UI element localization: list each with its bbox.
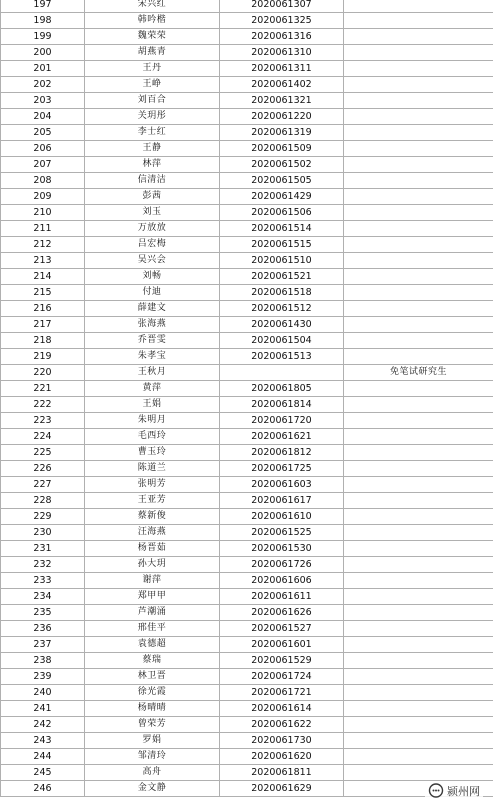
- exam-id-cell: 2020061529: [220, 653, 344, 669]
- row-number-cell: 218: [1, 333, 85, 349]
- note-cell: [344, 173, 493, 189]
- exam-id-cell: 2020061626: [220, 605, 344, 621]
- row-number-cell: 230: [1, 525, 85, 541]
- row-number-cell: 221: [1, 381, 85, 397]
- row-number-cell: 209: [1, 189, 85, 205]
- table-row: [1, 333, 493, 349]
- table-row: [1, 669, 493, 685]
- note-cell: [344, 157, 493, 173]
- table-row: [1, 541, 493, 557]
- name-cell: 万放放: [85, 221, 220, 237]
- exam-id-cell: 2020061617: [220, 493, 344, 509]
- table-row: [1, 189, 493, 205]
- exam-id-cell: 2020061730: [220, 733, 344, 749]
- chat-bubble-icon: [428, 783, 444, 799]
- table-row: [1, 461, 493, 477]
- exam-id-cell: [220, 365, 344, 381]
- note-cell: [344, 429, 493, 445]
- table-row: [1, 141, 493, 157]
- exam-id-cell: 2020061620: [220, 749, 344, 765]
- exam-id-cell: 2020061611: [220, 589, 344, 605]
- row-number-cell: 215: [1, 285, 85, 301]
- row-number-cell: 214: [1, 269, 85, 285]
- exam-id-cell: 2020061614: [220, 701, 344, 717]
- note-cell: [344, 301, 493, 317]
- row-number-cell: 203: [1, 93, 85, 109]
- name-cell: 刘百合: [85, 93, 220, 109]
- note-cell: [344, 653, 493, 669]
- row-number-cell: 211: [1, 221, 85, 237]
- name-cell: 王峥: [85, 77, 220, 93]
- note-cell: [344, 93, 493, 109]
- table-row: [1, 557, 493, 573]
- note-cell: [344, 717, 493, 733]
- exam-id-cell: 2020061721: [220, 685, 344, 701]
- table-row: [1, 45, 493, 61]
- note-cell: [344, 525, 493, 541]
- row-number-cell: 228: [1, 493, 85, 509]
- table-row: [1, 301, 493, 317]
- name-cell: 曾荣芳: [85, 717, 220, 733]
- table-row: [1, 509, 493, 525]
- name-cell: 张明芳: [85, 477, 220, 493]
- note-cell: [344, 733, 493, 749]
- row-number-cell: 236: [1, 621, 85, 637]
- roster-rows: [1, 0, 493, 797]
- note-cell: [344, 445, 493, 461]
- name-cell: 林卫晋: [85, 669, 220, 685]
- exam-id-cell: 2020061321: [220, 93, 344, 109]
- exam-id-cell: 2020061505: [220, 173, 344, 189]
- name-cell: 谢萍: [85, 573, 220, 589]
- name-cell: 邢佳平: [85, 621, 220, 637]
- row-number-cell: 206: [1, 141, 85, 157]
- name-cell: 吴兴会: [85, 253, 220, 269]
- note-cell: [344, 253, 493, 269]
- name-cell: 罗娟: [85, 733, 220, 749]
- note-cell: [344, 109, 493, 125]
- name-cell: 李士红: [85, 125, 220, 141]
- exam-id-cell: 2020061506: [220, 205, 344, 221]
- row-number-cell: 198: [1, 13, 85, 29]
- table-row: [1, 637, 493, 653]
- name-cell: 韩吟楷: [85, 13, 220, 29]
- row-number-cell: 205: [1, 125, 85, 141]
- note-cell: [344, 685, 493, 701]
- table-row: [1, 29, 493, 45]
- watermark-text: 颍州网: [447, 785, 480, 798]
- name-cell: 宋兴红: [85, 0, 220, 13]
- row-number-cell: 202: [1, 77, 85, 93]
- table-row: [1, 429, 493, 445]
- name-cell: 杨晴晴: [85, 701, 220, 717]
- table-row: [1, 109, 493, 125]
- note-cell: [344, 413, 493, 429]
- note-cell: [344, 749, 493, 765]
- name-cell: 孙大玥: [85, 557, 220, 573]
- exam-id-cell: 2020061527: [220, 621, 344, 637]
- note-cell: [344, 397, 493, 413]
- row-number-cell: 227: [1, 477, 85, 493]
- row-number-cell: 239: [1, 669, 85, 685]
- exam-id-cell: 2020061513: [220, 349, 344, 365]
- row-number-cell: 226: [1, 461, 85, 477]
- table-row: [1, 157, 493, 173]
- exam-id-cell: 2020061510: [220, 253, 344, 269]
- note-cell: [344, 13, 493, 29]
- exam-id-cell: 2020061629: [220, 781, 344, 797]
- row-number-cell: 233: [1, 573, 85, 589]
- name-cell: 刘畅: [85, 269, 220, 285]
- row-number-cell: 231: [1, 541, 85, 557]
- note-cell: [344, 349, 493, 365]
- name-cell: 黄萍: [85, 381, 220, 397]
- row-number-cell: 208: [1, 173, 85, 189]
- table-row: [1, 653, 493, 669]
- exam-id-cell: 2020061429: [220, 189, 344, 205]
- note-cell: [344, 573, 493, 589]
- exam-id-cell: 2020061606: [220, 573, 344, 589]
- table-row: [1, 125, 493, 141]
- table-row: [1, 269, 493, 285]
- note-cell: [344, 605, 493, 621]
- exam-id-cell: 2020061325: [220, 13, 344, 29]
- row-number-cell: 213: [1, 253, 85, 269]
- table-row: [1, 237, 493, 253]
- exam-id-cell: 2020061811: [220, 765, 344, 781]
- exam-id-cell: 2020061319: [220, 125, 344, 141]
- watermark: [425, 782, 483, 800]
- exam-id-cell: 2020061402: [220, 77, 344, 93]
- exam-id-cell: 2020061220: [220, 109, 344, 125]
- table-row: [1, 61, 493, 77]
- note-cell: [344, 477, 493, 493]
- note-cell: [344, 221, 493, 237]
- table-row: [1, 253, 493, 269]
- name-cell: 金文静: [85, 781, 220, 797]
- name-cell: 胡燕青: [85, 45, 220, 61]
- name-cell: 毛西玲: [85, 429, 220, 445]
- exam-id-cell: 2020061430: [220, 317, 344, 333]
- table-row: [1, 13, 493, 29]
- row-number-cell: 224: [1, 429, 85, 445]
- row-number-cell: 240: [1, 685, 85, 701]
- row-number-cell: 220: [1, 365, 85, 381]
- row-number-cell: 243: [1, 733, 85, 749]
- row-number-cell: 225: [1, 445, 85, 461]
- note-cell: [344, 317, 493, 333]
- note-cell: [344, 29, 493, 45]
- exam-id-cell: 2020061725: [220, 461, 344, 477]
- note-cell: [344, 0, 493, 13]
- note-cell: [344, 269, 493, 285]
- table-row: [1, 621, 493, 637]
- row-number-cell: 244: [1, 749, 85, 765]
- row-number-cell: 242: [1, 717, 85, 733]
- name-cell: 关玥彤: [85, 109, 220, 125]
- name-cell: 吕宏梅: [85, 237, 220, 253]
- note-cell: [344, 621, 493, 637]
- table-row: [1, 397, 493, 413]
- exam-id-cell: 2020061509: [220, 141, 344, 157]
- table-row: [1, 717, 493, 733]
- name-cell: 郑甲甲: [85, 589, 220, 605]
- table-row: [1, 445, 493, 461]
- table-row: [1, 765, 493, 781]
- exam-id-cell: 2020061521: [220, 269, 344, 285]
- row-number-cell: 223: [1, 413, 85, 429]
- name-cell: 朱明月: [85, 413, 220, 429]
- name-cell: 刘玉: [85, 205, 220, 221]
- note-cell: [344, 333, 493, 349]
- table-row: [1, 749, 493, 765]
- row-number-cell: 210: [1, 205, 85, 221]
- exam-id-cell: 2020061518: [220, 285, 344, 301]
- name-cell: 王亚芳: [85, 493, 220, 509]
- row-number-cell: 241: [1, 701, 85, 717]
- exam-id-cell: 2020061311: [220, 61, 344, 77]
- exam-id-cell: 2020061316: [220, 29, 344, 45]
- name-cell: 曹玉玲: [85, 445, 220, 461]
- name-cell: 魏荣荣: [85, 29, 220, 45]
- table-row: [1, 381, 493, 397]
- row-number-cell: 234: [1, 589, 85, 605]
- table-row: [1, 589, 493, 605]
- name-cell: 杨晋茹: [85, 541, 220, 557]
- exam-id-cell: 2020061502: [220, 157, 344, 173]
- name-cell: 林萍: [85, 157, 220, 173]
- row-number-cell: 212: [1, 237, 85, 253]
- table-row: [1, 413, 493, 429]
- row-number-cell: 197: [1, 0, 85, 13]
- name-cell: 张海燕: [85, 317, 220, 333]
- exam-id-cell: 2020061610: [220, 509, 344, 525]
- table-row: [1, 477, 493, 493]
- table-row: [1, 733, 493, 749]
- note-cell: [344, 237, 493, 253]
- table-row: [1, 781, 493, 797]
- row-number-cell: 229: [1, 509, 85, 525]
- row-number-cell: 237: [1, 637, 85, 653]
- exam-id-cell: 2020061812: [220, 445, 344, 461]
- table-row: [1, 525, 493, 541]
- note-cell: [344, 125, 493, 141]
- name-cell: 徐光霞: [85, 685, 220, 701]
- exam-id-cell: 2020061621: [220, 429, 344, 445]
- note-cell: [344, 509, 493, 525]
- table-row: [1, 77, 493, 93]
- row-number-cell: 246: [1, 781, 85, 797]
- table-row: [1, 605, 493, 621]
- note-cell: [344, 701, 493, 717]
- note-cell: [344, 381, 493, 397]
- row-number-cell: 207: [1, 157, 85, 173]
- exam-id-cell: 2020061515: [220, 237, 344, 253]
- note-cell: [344, 669, 493, 685]
- note-cell: [344, 45, 493, 61]
- exam-id-cell: 2020061310: [220, 45, 344, 61]
- row-number-cell: 204: [1, 109, 85, 125]
- note-cell: [344, 189, 493, 205]
- name-cell: 王丹: [85, 61, 220, 77]
- table-row: [1, 93, 493, 109]
- row-number-cell: 219: [1, 349, 85, 365]
- exam-id-cell: 2020061720: [220, 413, 344, 429]
- name-cell: 陈道兰: [85, 461, 220, 477]
- note-cell: [344, 557, 493, 573]
- exam-id-cell: 2020061601: [220, 637, 344, 653]
- name-cell: 高舟: [85, 765, 220, 781]
- name-cell: 王秋月: [85, 365, 220, 381]
- exam-id-cell: 2020061622: [220, 717, 344, 733]
- name-cell: 薛建文: [85, 301, 220, 317]
- row-number-cell: 201: [1, 61, 85, 77]
- name-cell: 芦潮涌: [85, 605, 220, 621]
- exam-id-cell: 2020061530: [220, 541, 344, 557]
- table-row: [1, 365, 493, 381]
- exam-id-cell: 2020061726: [220, 557, 344, 573]
- exam-id-cell: 2020061814: [220, 397, 344, 413]
- exam-id-cell: 2020061603: [220, 477, 344, 493]
- name-cell: 乔晋雯: [85, 333, 220, 349]
- exam-id-cell: 2020061724: [220, 669, 344, 685]
- row-number-cell: 200: [1, 45, 85, 61]
- table-row: [1, 573, 493, 589]
- name-cell: 王娟: [85, 397, 220, 413]
- table-row: [1, 349, 493, 365]
- table-row: [1, 173, 493, 189]
- table-row: [1, 701, 493, 717]
- table-row: [1, 285, 493, 301]
- note-cell: [344, 765, 493, 781]
- row-number-cell: 235: [1, 605, 85, 621]
- name-cell: 信清洁: [85, 173, 220, 189]
- note-cell: [344, 77, 493, 93]
- row-number-cell: 222: [1, 397, 85, 413]
- name-cell: 汪海燕: [85, 525, 220, 541]
- table-row: [1, 685, 493, 701]
- note-cell: 免笔试研究生: [344, 365, 493, 381]
- row-number-cell: 245: [1, 765, 85, 781]
- table-row: [1, 493, 493, 509]
- note-cell: [344, 541, 493, 557]
- exam-id-cell: 2020061514: [220, 221, 344, 237]
- row-number-cell: 217: [1, 317, 85, 333]
- row-number-cell: 238: [1, 653, 85, 669]
- row-number-cell: 216: [1, 301, 85, 317]
- note-cell: [344, 637, 493, 653]
- note-cell: [344, 61, 493, 77]
- note-cell: [344, 141, 493, 157]
- note-cell: [344, 461, 493, 477]
- table-row: [1, 317, 493, 333]
- name-cell: 王静: [85, 141, 220, 157]
- name-cell: 彭茜: [85, 189, 220, 205]
- note-cell: [344, 285, 493, 301]
- note-cell: [344, 205, 493, 221]
- name-cell: 付迪: [85, 285, 220, 301]
- note-cell: [344, 589, 493, 605]
- exam-id-cell: 2020061504: [220, 333, 344, 349]
- table-row: [1, 221, 493, 237]
- name-cell: 邹清玲: [85, 749, 220, 765]
- exam-id-cell: 2020061307: [220, 0, 344, 13]
- row-number-cell: 199: [1, 29, 85, 45]
- name-cell: 蔡新俊: [85, 509, 220, 525]
- name-cell: 朱孝宝: [85, 349, 220, 365]
- table-row: [1, 0, 493, 13]
- name-cell: 蔡瑞: [85, 653, 220, 669]
- exam-id-cell: 2020061525: [220, 525, 344, 541]
- name-cell: 袁德超: [85, 637, 220, 653]
- table-row: [1, 205, 493, 221]
- note-cell: [344, 493, 493, 509]
- row-number-cell: 232: [1, 557, 85, 573]
- exam-id-cell: 2020061805: [220, 381, 344, 397]
- exam-id-cell: 2020061512: [220, 301, 344, 317]
